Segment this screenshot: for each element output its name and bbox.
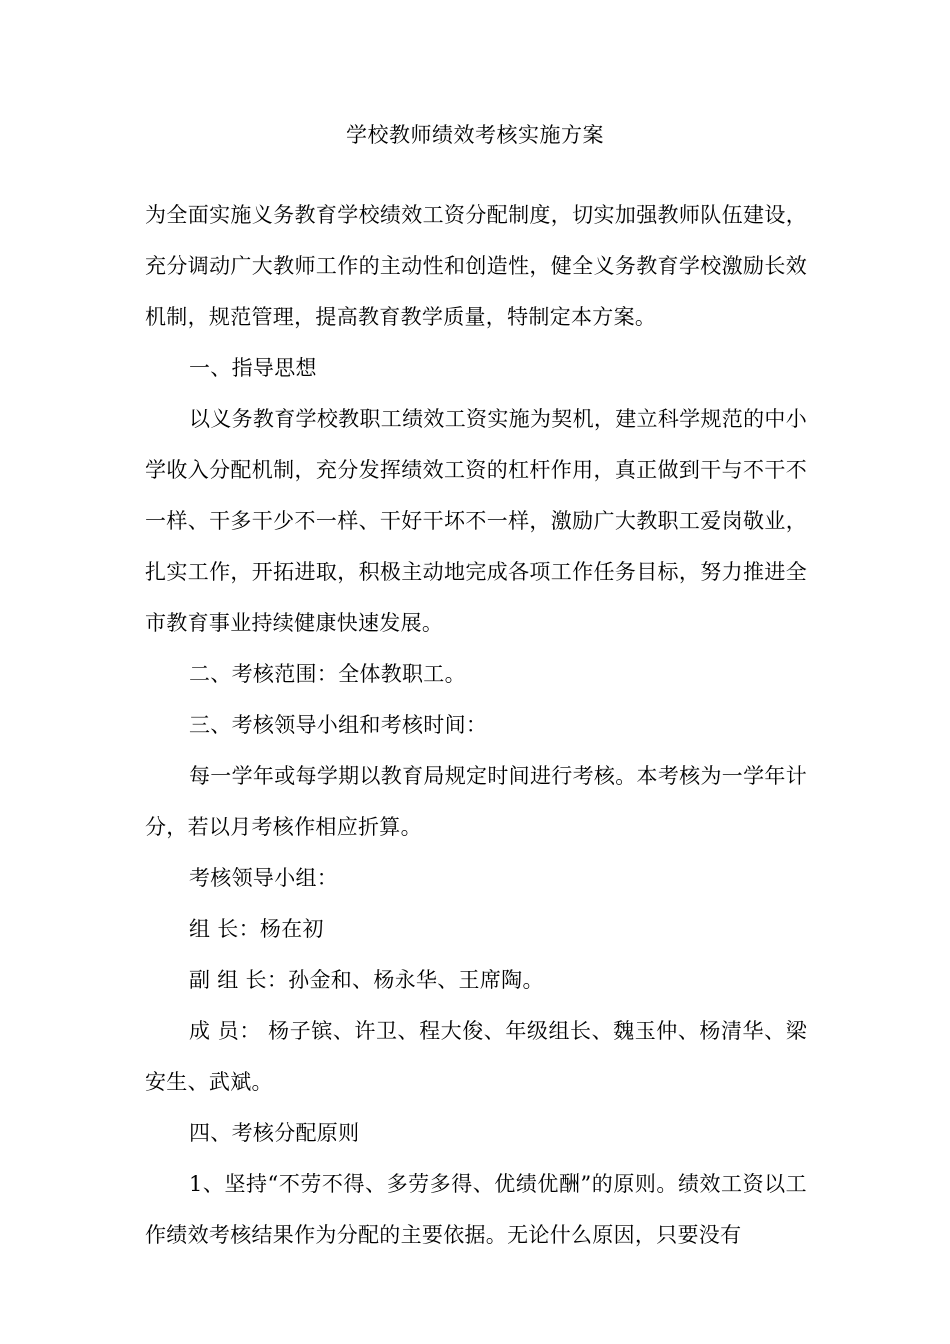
section-heading-scope: 二、考核范围：全体教职工。: [189, 662, 466, 686]
paragraph-intro: 为全面实施义务教育学校绩效工资分配制度，切实加强教师队伍建设，充分调动广大教师工作的主动性和创造性，健全义务教育学校激励长效机制，规范管理，提高教育教学质量，特制定本方案。: [145, 203, 807, 329]
document-body: [145, 190, 807, 1261]
section-heading-leadership-and-time: 三、考核领导小组和考核时间：: [189, 713, 488, 737]
paragraph-guiding-ideology: 以义务教育学校教职工绩效工资实施为契机，建立科学规范的中小学收入分配机制，充分发挥绩效工资的杠杆作用，真正做到干与不干不一样、干多干少不一样、干好干坏不一样，激励广大教职工爱岗敬业，扎实工作，开拓进取，积极主动地完成各项工作任务目标，努力推进全市教育事业持续健康快速发展。: [145, 407, 807, 635]
section-heading-guiding-ideology: 一、指导思想: [189, 356, 317, 380]
paragraph-members: 成 员： 杨子镔、许卫、程大俊、年级组长、魏玉仲、杨清华、梁安生、武斌。: [145, 1019, 807, 1094]
paragraph-group-leader: 组 长：杨在初: [189, 917, 324, 941]
paragraph-principle-1: 1、坚持“不劳不得、多劳多得、优绩优酬”的原则。绩效工资以工作绩效考核结果作为分配的主要依据。无论什么原因，只要没有: [145, 1172, 807, 1247]
paragraph-deputy-leaders: 副 组 长：孙金和、杨永华、王席陶。: [189, 968, 544, 992]
section-heading-principles: 四、考核分配原则: [189, 1121, 360, 1145]
document-title: 学校教师绩效考核实施方案: [346, 123, 604, 147]
paragraph-leadership-group: 考核领导小组：: [189, 866, 339, 890]
paragraph-assessment-time: 每一学年或每学期以教育局规定时间进行考核。本考核为一学年计分，若以月考核作相应折算。: [145, 764, 807, 839]
